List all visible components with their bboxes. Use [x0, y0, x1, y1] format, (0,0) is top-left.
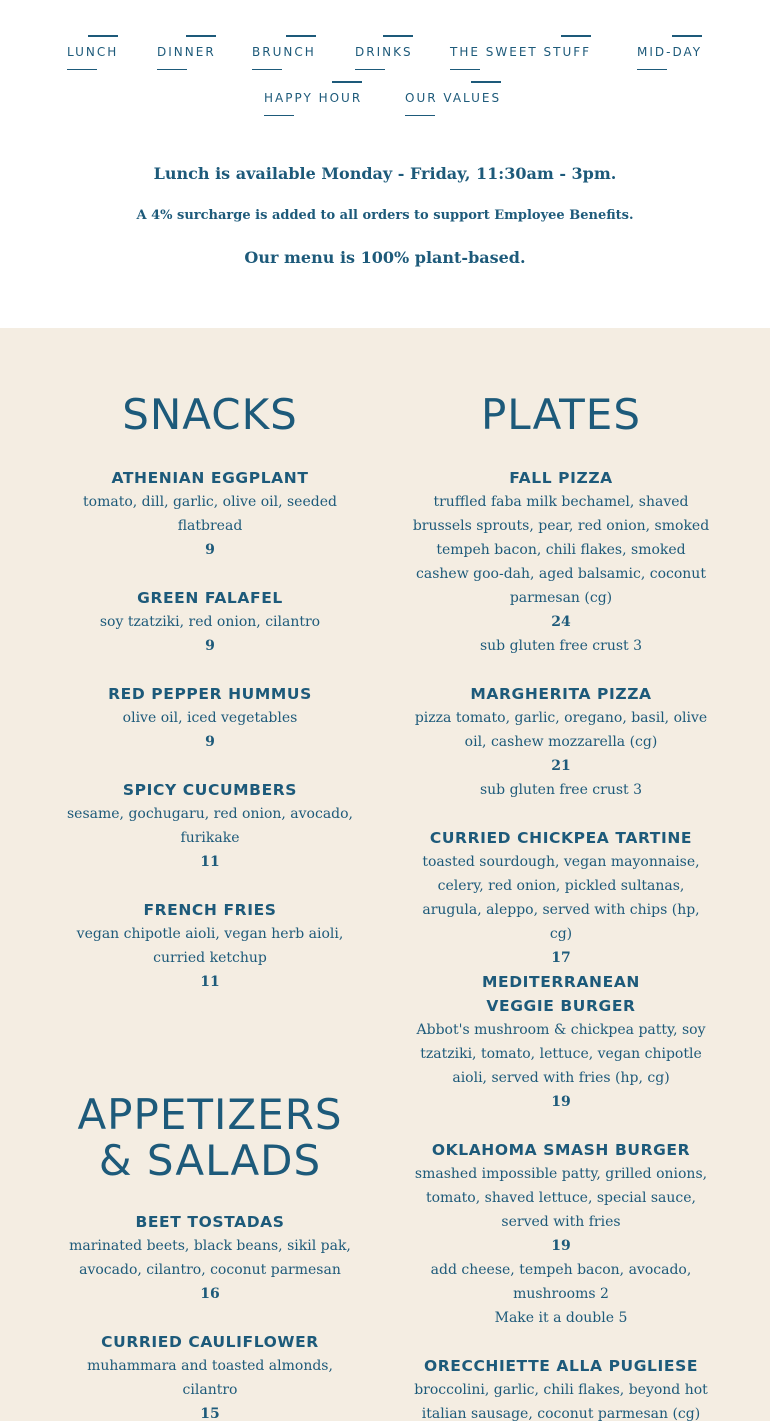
nav-accent-bottom	[405, 115, 435, 117]
menu-item	[60, 682, 360, 754]
item-price: 17	[551, 950, 571, 966]
nav-accent-bottom	[637, 69, 667, 71]
menu-item	[60, 898, 360, 994]
menu-item	[410, 1138, 712, 1330]
item-price: 19	[551, 1094, 571, 1110]
nav-accent-bottom	[450, 69, 480, 71]
nav-item-sweet-stuff[interactable]	[450, 45, 591, 59]
nav-item-happy-hour[interactable]	[264, 91, 362, 105]
menu-item	[410, 466, 712, 658]
nav-accent-bottom	[252, 69, 282, 71]
item-description: olive oil, iced vegetables	[122, 710, 298, 726]
item-description: Abbot's mushroom & chickpea patty, soy tzatziki, tomato, lettuce, vegan chipotle aioli, served with fries (hp, cg)	[416, 1022, 706, 1086]
menu-item	[60, 778, 360, 874]
item-price: 15	[200, 1406, 220, 1422]
nav-label: BRUNCH	[252, 45, 316, 59]
appetizers-heading	[60, 1092, 360, 1184]
item-description: smashed impossible patty, grilled onions, tomato, shaved lettuce, special sauce, served with fries	[414, 1166, 708, 1230]
appetizers-heading-line2: & SALADS	[98, 1136, 322, 1185]
item-description: broccolini, garlic, chili flakes, beyond hot italian sausage, coconut parmesan (cg)	[414, 1382, 708, 1422]
nav-accent-top	[286, 35, 316, 37]
nav-accent-top	[672, 35, 702, 37]
nav-accent-bottom	[355, 69, 385, 71]
item-price: 19	[551, 1238, 571, 1254]
item-name: ATHENIAN EGGPLANT	[111, 469, 309, 487]
menu-item	[410, 682, 712, 802]
nav-accent-top	[332, 81, 362, 83]
nav-accent-top	[186, 35, 216, 37]
item-name: BEET TOSTADAS	[135, 1213, 285, 1231]
menu-item	[60, 1210, 360, 1306]
item-description: toasted sourdough, vegan mayonnaise, celery, red onion, pickled sultanas, arugula, aleppo, served with chips (hp, cg)	[422, 854, 700, 942]
item-description: marinated beets, black beans, sikil pak, avocado, cilantro, coconut parmesan	[69, 1238, 351, 1278]
nav-label: OUR VALUES	[405, 91, 502, 105]
menu-item	[410, 826, 712, 970]
item-addon: sub gluten free crust 3	[479, 638, 643, 654]
left-menu-column	[60, 392, 360, 1421]
item-name: OKLAHOMA SMASH BURGER	[431, 1141, 691, 1159]
surcharge-note: A 4% surcharge is added to all orders to support Employee Benefits.	[136, 208, 634, 223]
menu-item	[60, 586, 360, 658]
nav-label: THE SWEET STUFF	[450, 45, 592, 59]
nav-label: MID-DAY	[637, 45, 703, 59]
item-name: MEDITERRANEAN VEGGIE BURGER	[481, 973, 640, 1015]
item-price: 9	[205, 638, 215, 654]
nav-item-brunch[interactable]	[252, 45, 316, 59]
item-price: 9	[205, 542, 215, 558]
plates-heading: PLATES	[480, 390, 641, 439]
nav-item-drinks[interactable]	[355, 45, 413, 59]
nav-accent-bottom	[157, 69, 187, 71]
nav-label: DRINKS	[355, 45, 413, 59]
nav-label: LUNCH	[67, 45, 119, 59]
nav-item-our-values[interactable]	[405, 91, 501, 105]
item-description: truffled faba milk bechamel, shaved brussels sprouts, pear, red onion, smoked tempeh bacon, chili flakes, smoked cashew goo-dah, aged balsamic, coconut parmesan (cg)	[412, 494, 710, 606]
nav-accent-top	[383, 35, 413, 37]
item-price: 21	[551, 758, 571, 774]
menu-item	[60, 1330, 360, 1426]
item-description: soy tzatziki, red onion, cilantro	[99, 614, 321, 630]
item-addon: Make it a double 5	[494, 1310, 628, 1326]
item-addon: sub gluten free crust 3	[479, 782, 643, 798]
item-description: sesame, gochugaru, red onion, avocado, furikake	[66, 806, 353, 846]
menu-item	[410, 970, 712, 1114]
snacks-heading: SNACKS	[122, 390, 298, 439]
item-price: 9	[205, 734, 215, 750]
item-price: 16	[200, 1286, 220, 1302]
menu-section	[0, 328, 770, 1421]
nav-item-mid-day[interactable]	[637, 45, 702, 59]
item-description: pizza tomato, garlic, oregano, basil, olive oil, cashew mozzarella (cg)	[414, 710, 708, 750]
item-name: FRENCH FRIES	[143, 901, 277, 919]
lunch-hours-note: Lunch is available Monday - Friday, 11:30am - 3pm.	[153, 164, 617, 183]
menu-item	[60, 466, 360, 562]
item-price: 11	[200, 854, 220, 870]
plant-based-note: Our menu is 100% plant-based.	[244, 248, 526, 267]
nav-accent-top	[88, 35, 118, 37]
menu-item	[410, 1354, 712, 1426]
item-name: GREEN FALAFEL	[137, 589, 283, 607]
item-name: RED PEPPER HUMMUS	[108, 685, 312, 703]
nav-accent-bottom	[67, 69, 97, 71]
item-addon: add cheese, tempeh bacon, avocado, mushrooms 2	[430, 1262, 692, 1302]
nav-label: HAPPY HOUR	[264, 91, 363, 105]
item-description: tomato, dill, garlic, olive oil, seeded flatbread	[83, 494, 337, 534]
right-menu-column	[410, 392, 712, 1421]
nav-accent-bottom	[264, 115, 294, 117]
nav-label: DINNER	[157, 45, 216, 59]
nav-item-lunch[interactable]	[67, 45, 118, 59]
nav-item-dinner[interactable]	[157, 45, 216, 59]
item-price: 11	[200, 974, 220, 990]
item-name: ORECCHIETTE ALLA PUGLIESE	[423, 1357, 699, 1375]
item-name: MARGHERITA PIZZA	[470, 685, 652, 703]
item-name: CURRIED CAULIFLOWER	[101, 1333, 319, 1351]
nav-accent-top	[561, 35, 591, 37]
appetizers-heading-line1: APPETIZERS	[77, 1090, 343, 1139]
item-name: SPICY CUCUMBERS	[122, 781, 298, 799]
menu-category-nav	[0, 0, 770, 130]
item-name: CURRIED CHICKPEA TARTINE	[429, 829, 693, 847]
item-price: 24	[551, 614, 571, 630]
item-name: FALL PIZZA	[509, 469, 613, 487]
item-description: muhammara and toasted almonds, cilantro	[87, 1358, 333, 1398]
nav-accent-top	[471, 81, 501, 83]
item-description: vegan chipotle aioli, vegan herb aioli, curried ketchup	[76, 926, 344, 966]
